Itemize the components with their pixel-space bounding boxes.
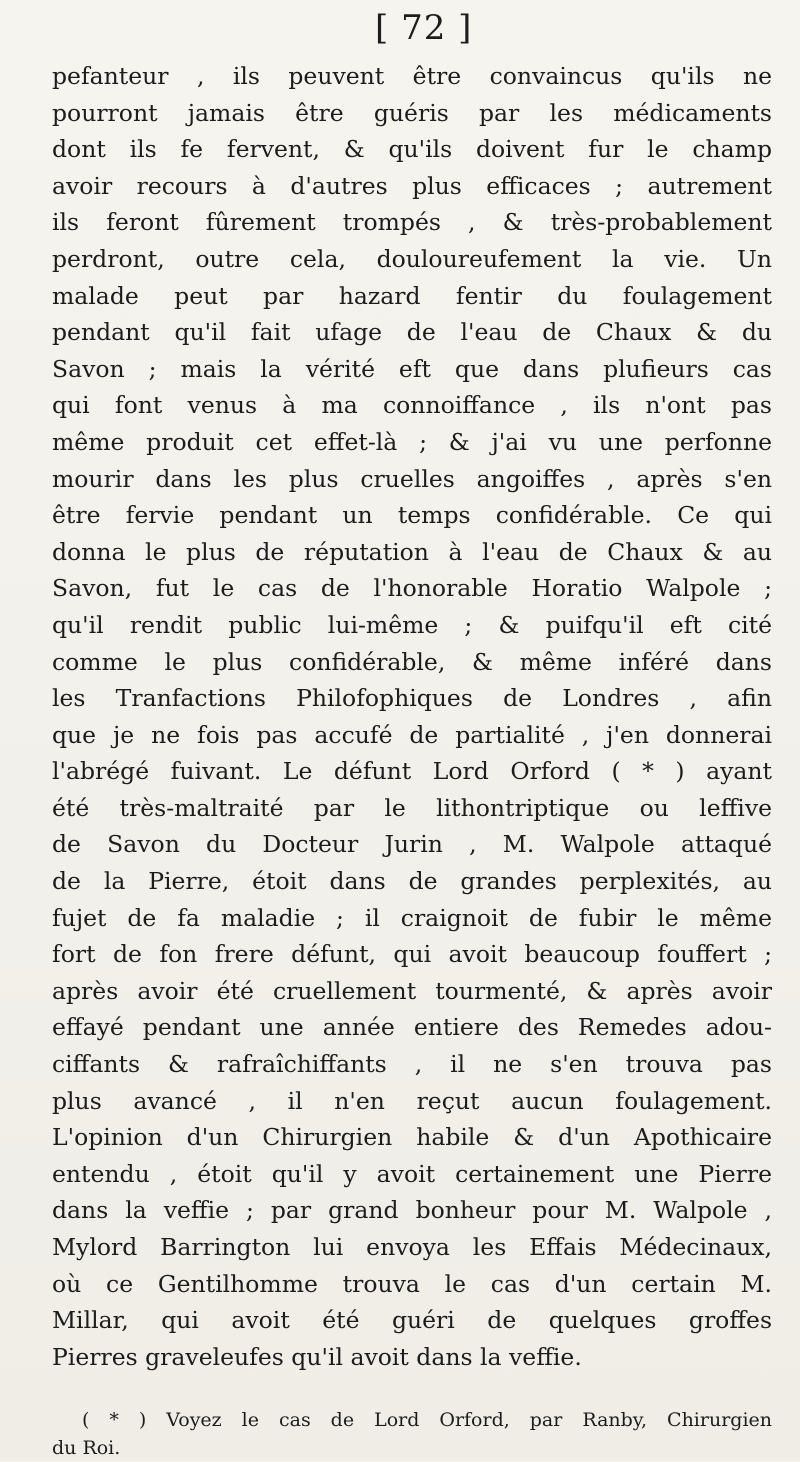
text-line: avoir recours à d'autres plus efficaces ; autrement xyxy=(52,171,772,200)
text-line: fort de fon frere défunt, qui avoit beaucoup fouffert ; xyxy=(52,940,772,969)
text-line: donna le plus de réputation à l'eau de Chaux & au xyxy=(52,537,772,566)
text-line: fujet de fa maladie ; il craignoit de fubir le même xyxy=(52,903,772,932)
text-line: l'abrégé fuivant. Le défunt Lord Orford ( * ) ayant xyxy=(52,757,772,786)
body-text xyxy=(52,58,772,1375)
text-line: comme le plus confidérable, & même inféré dans xyxy=(52,647,772,676)
text-line: Millar, qui avoit été guéri de quelques groffes xyxy=(52,1306,772,1335)
text-line: pefanteur , ils peuvent être convaincus qu'ils ne xyxy=(52,62,772,90)
text-line: que je ne fois pas accufé de partialité , j'en donnerai xyxy=(52,720,772,749)
text-line: de la Pierre, étoit dans de grandes perplexités, au xyxy=(52,867,772,896)
text-line: été très-maltraité par le lithontriptique ou leffive xyxy=(52,793,772,822)
text-line: mourir dans les plus cruelles angoiffes , après s'en xyxy=(52,464,772,493)
text-line: après avoir été cruellement tourmenté, & après avoir xyxy=(52,976,772,1005)
footnote xyxy=(52,1406,772,1462)
text-line: Savon, fut le cas de l'honorable Horatio Walpole ; xyxy=(52,574,772,603)
text-line: qui font venus à ma connoiffance , ils n'ont pas xyxy=(52,391,772,420)
text-line: dans la veffie ; par grand bonheur pour M. Walpole , xyxy=(52,1196,772,1225)
text-line: Savon ; mais la vérité eft que dans plufieurs cas xyxy=(52,354,772,383)
text-line: pourront jamais être guéris par les médicaments xyxy=(52,98,772,127)
footnote-line: du Roi. xyxy=(52,1437,121,1459)
text-line: où ce Gentilhomme trouva le cas d'un certain M. xyxy=(52,1269,772,1298)
text-line: ils feront fûrement trompés , & très-probablement xyxy=(52,208,772,237)
text-line: malade peut par hazard fentir du foulagement xyxy=(52,281,772,310)
text-line: être fervie pendant un temps confidérable. Ce qui xyxy=(52,501,772,530)
text-line: L'opinion d'un Chirurgien habile & d'un Apothicaire xyxy=(52,1123,772,1152)
text-line: qu'il rendit public lui-même ; & puifqu'il eft cité xyxy=(52,610,772,639)
footnote-line: ( * ) Voyez le cas de Lord Orford, par Ranby, Chirurgien xyxy=(82,1409,772,1431)
text-line: entendu , étoit qu'il y avoit certainement une Pierre xyxy=(52,1159,772,1188)
text-line: les Tranfactions Philofophiques de Londres , afin xyxy=(52,684,772,713)
text-line: même produit cet effet-là ; & j'ai vu une perfonne xyxy=(52,427,772,456)
text-line: Pierres graveleufes qu'il avoit dans la veffie. xyxy=(52,1342,582,1371)
text-line: ciffants & rafraîchiffants , il ne s'en trouva pas xyxy=(52,1050,772,1079)
text-line: effayé pendant une année entiere des Remedes adou- xyxy=(52,1013,772,1042)
text-line: perdront, outre cela, douloureufement la vie. Un xyxy=(52,244,772,273)
page-number: [ 72 ] xyxy=(375,8,473,48)
text-line: dont ils fe fervent, & qu'ils doivent fur le champ xyxy=(52,135,772,164)
text-line: pendant qu'il fait ufage de l'eau de Chaux & du xyxy=(52,318,772,347)
text-line: plus avancé , il n'en reçut aucun foulagement. xyxy=(52,1086,772,1115)
text-line: Mylord Barrington lui envoya les Effais Médecinaux, xyxy=(52,1233,772,1261)
text-line: de Savon du Docteur Jurin , M. Walpole attaqué xyxy=(52,830,772,859)
